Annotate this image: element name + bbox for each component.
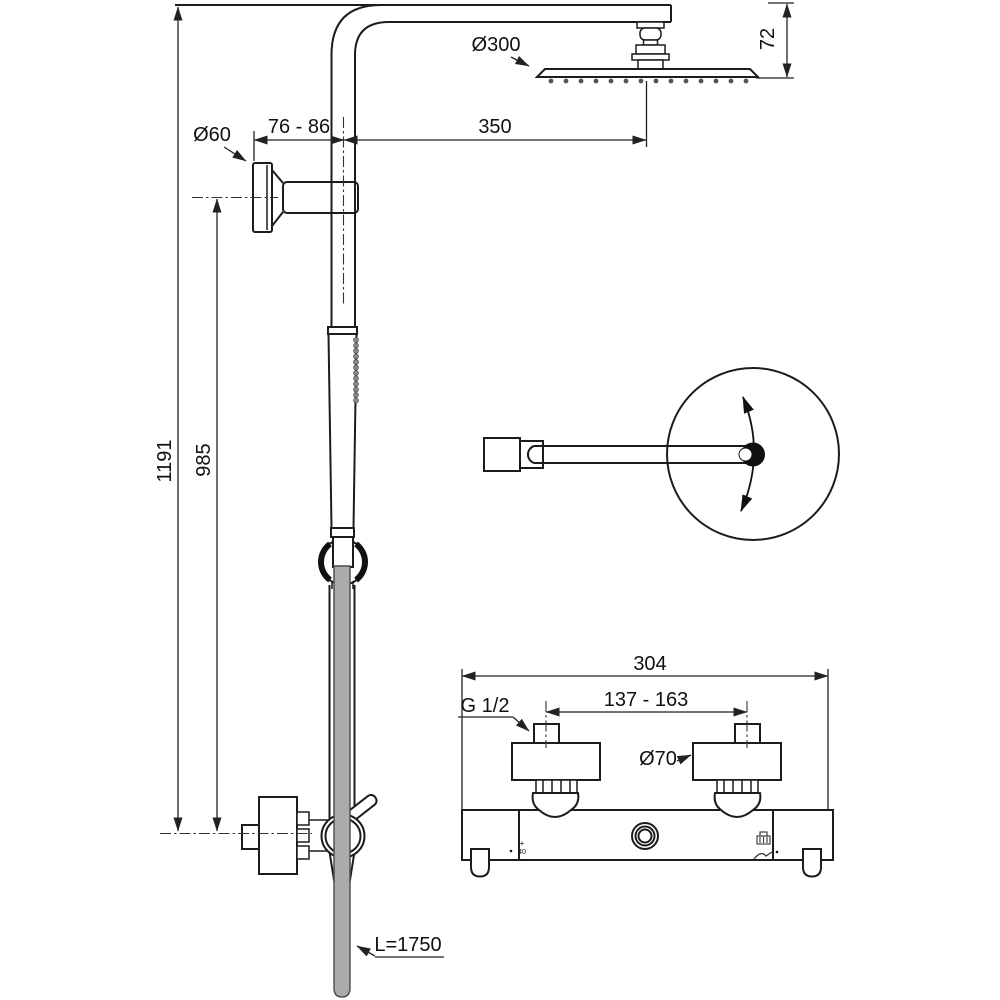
bracket-cone-top (272, 170, 283, 183)
hand-shower-stub (333, 537, 353, 567)
wall-bracket (253, 163, 358, 232)
bracket-arm (283, 182, 358, 213)
riser-pipe-inner (355, 22, 389, 327)
inlet-spacing-label: 137 - 163 (603, 689, 689, 711)
head-diameter-label: Ø300 (471, 34, 521, 56)
flange-diameter-label: Ø60 (193, 124, 231, 146)
mixer-foot-left (471, 849, 489, 877)
escutcheon-right (693, 743, 781, 780)
hand-shower (328, 327, 359, 537)
temp-plus-label: + (519, 839, 525, 848)
detail-wall-block (484, 438, 520, 471)
escutcheon-left (512, 743, 600, 780)
wall-clearance-label: 76 - 86 (267, 116, 331, 138)
temp-minus-label: − (519, 855, 525, 864)
escutcheon-diameter-label: Ø70 (639, 748, 677, 770)
inlet-thread-leader (513, 717, 529, 731)
swivel-arm-detail (484, 368, 839, 540)
mixer-width-label: 304 (633, 653, 667, 675)
escutcheon-diameter-leader (677, 755, 691, 761)
hose-length-label: L=1750 (374, 934, 442, 956)
rain-head-nozzles (549, 79, 749, 84)
bracket-cone-bottom (272, 212, 283, 226)
union-nut-right (717, 780, 758, 793)
rain-head-plate (537, 69, 758, 77)
arm-reach-label: 350 (478, 116, 512, 138)
shower-hose (334, 566, 350, 997)
connector-body (259, 797, 297, 874)
thermostatic-mixer (462, 724, 833, 877)
riser-pipe-outer (332, 5, 382, 327)
overhead-shower (537, 22, 758, 83)
head-ball-joint (632, 22, 669, 69)
hand-shower-collar (328, 327, 357, 334)
hose-length-leader (357, 946, 375, 956)
shower-column (175, 5, 671, 327)
inlet-thread-label: G 1/2 (460, 695, 510, 717)
inlet-thread (242, 825, 259, 849)
union-nut-left (536, 780, 577, 793)
head-diameter-leader (511, 57, 529, 66)
hand-shower-cap (331, 528, 354, 537)
hand-shower-body (329, 334, 357, 528)
mixer-foot-right (803, 849, 821, 877)
bracket-height-label: 985 (193, 443, 215, 477)
head-height-label: 72 (757, 27, 779, 51)
overall-height-label: 1191 (154, 439, 176, 483)
flange-diameter-leader (224, 147, 246, 161)
temp-value-label: 40 (518, 849, 526, 856)
